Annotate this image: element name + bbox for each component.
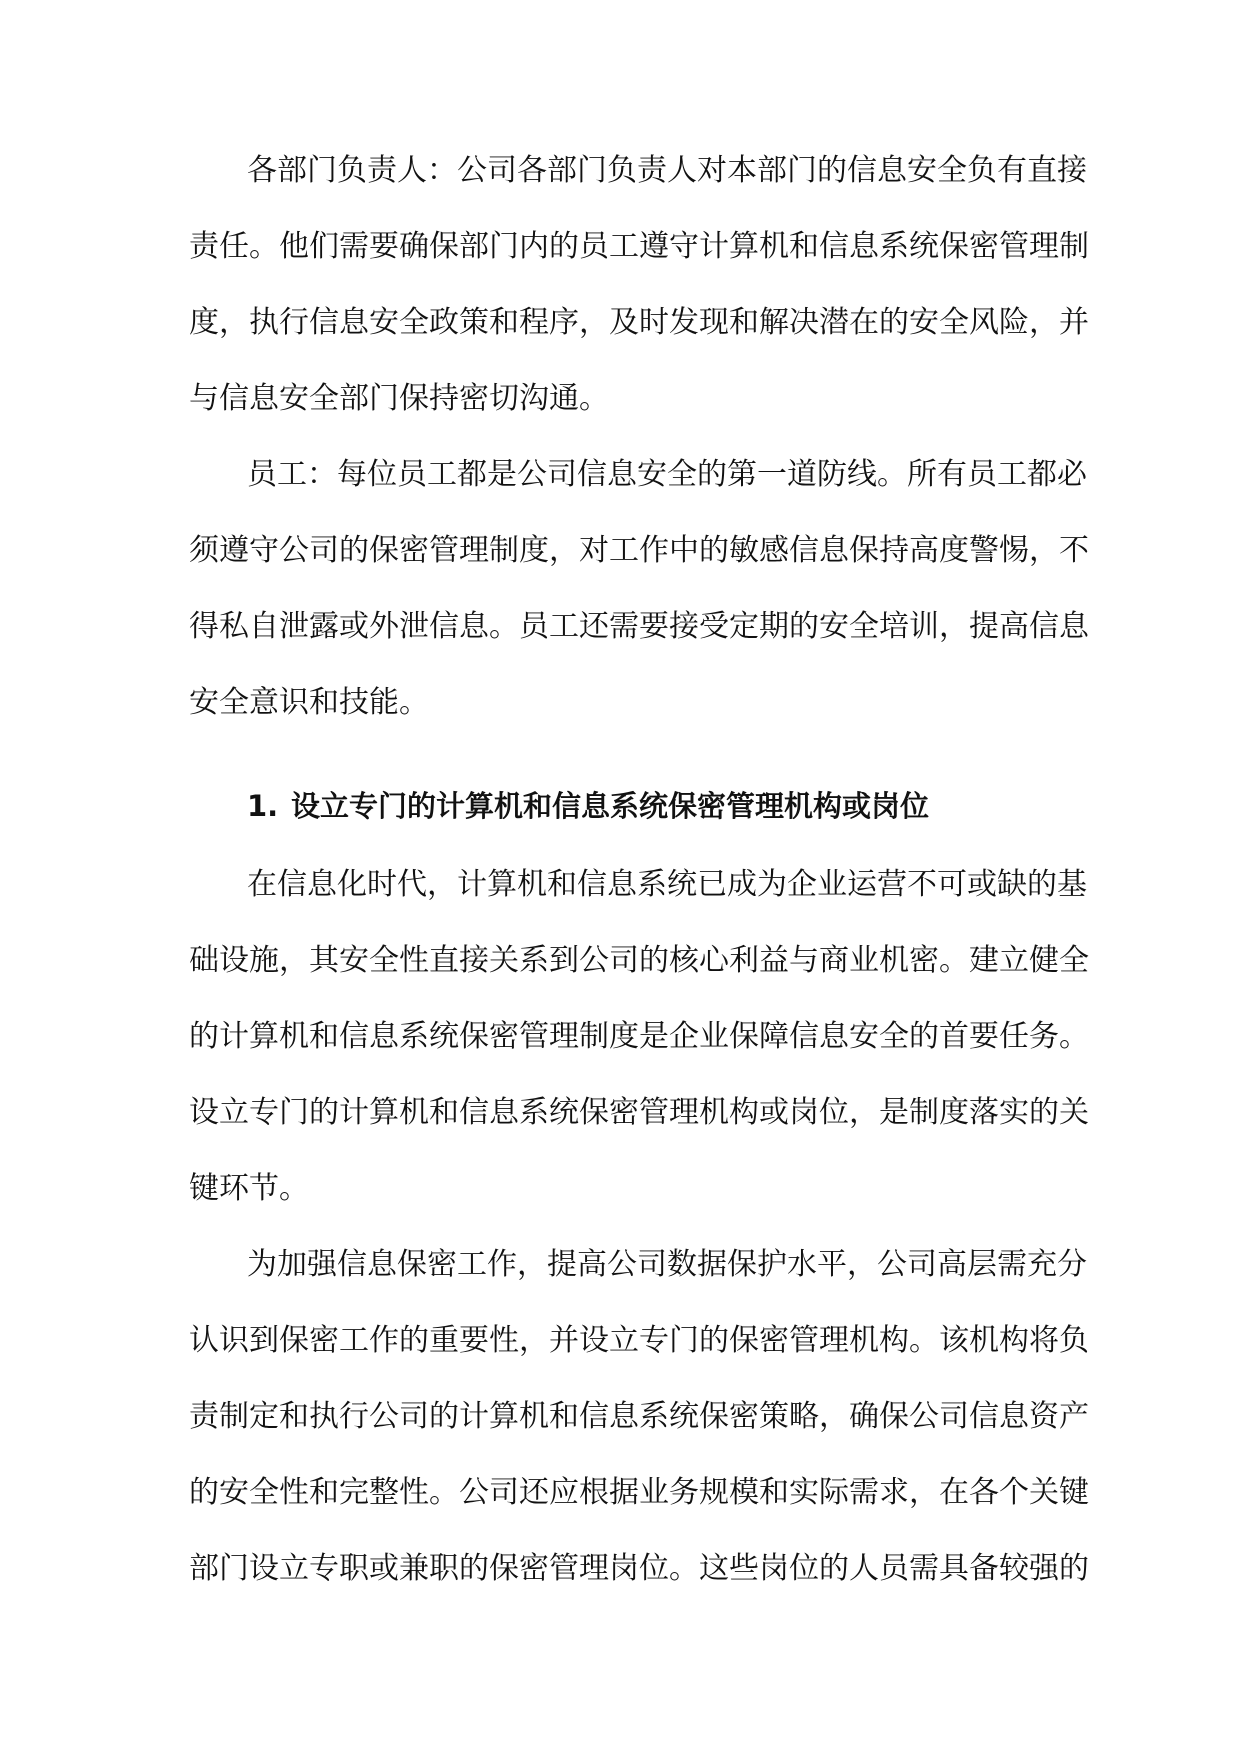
paragraph-line: 责制定和执行公司的计算机和信息系统保密策略，确保公司信息资产 (189, 1399, 1089, 1434)
paragraph-line: 础设施，其安全性直接关系到公司的核心利益与商业机密。建立健全 (189, 943, 1089, 978)
paragraph-line: 与信息安全部门保持密切沟通。 (189, 381, 609, 416)
paragraph-line: 责任。他们需要确保部门内的员工遵守计算机和信息系统保密管理制 (189, 229, 1089, 264)
paragraph-line: 安全意识和技能。 (189, 685, 429, 720)
section-title: 设立专门的计算机和信息系统保密管理机构或岗位 (291, 789, 930, 823)
paragraph-line: 在信息化时代，计算机和信息系统已成为企业运营不可或缺的基 (247, 867, 1087, 902)
section-heading (247, 786, 929, 826)
paragraph-line: 部门设立专职或兼职的保密管理岗位。这些岗位的人员需具备较强的 (189, 1551, 1089, 1586)
paragraph-line: 得私自泄露或外泄信息。员工还需要接受定期的安全培训，提高信息 (189, 609, 1089, 644)
paragraph-line: 的计算机和信息系统保密管理制度是企业保障信息安全的首要任务。 (189, 1019, 1089, 1054)
section-number: 1. (247, 789, 279, 823)
paragraph-line: 设立专门的计算机和信息系统保密管理机构或岗位，是制度落实的关 (189, 1095, 1089, 1130)
paragraph-line: 键环节。 (189, 1171, 309, 1206)
paragraph-line: 度，执行信息安全政策和程序，及时发现和解决潜在的安全风险，并 (189, 305, 1089, 340)
paragraph-line: 认识到保密工作的重要性，并设立专门的保密管理机构。该机构将负 (189, 1323, 1089, 1358)
paragraph-line: 各部门负责人：公司各部门负责人对本部门的信息安全负有直接 (247, 153, 1087, 188)
paragraph-line: 员工：每位员工都是公司信息安全的第一道防线。所有员工都必 (247, 457, 1087, 492)
paragraph-line: 为加强信息保密工作，提高公司数据保护水平，公司高层需充分 (247, 1247, 1087, 1282)
paragraph-line: 的安全性和完整性。公司还应根据业务规模和实际需求，在各个关键 (189, 1475, 1089, 1510)
paragraph-line: 须遵守公司的保密管理制度，对工作中的敏感信息保持高度警惕，不 (189, 533, 1089, 568)
